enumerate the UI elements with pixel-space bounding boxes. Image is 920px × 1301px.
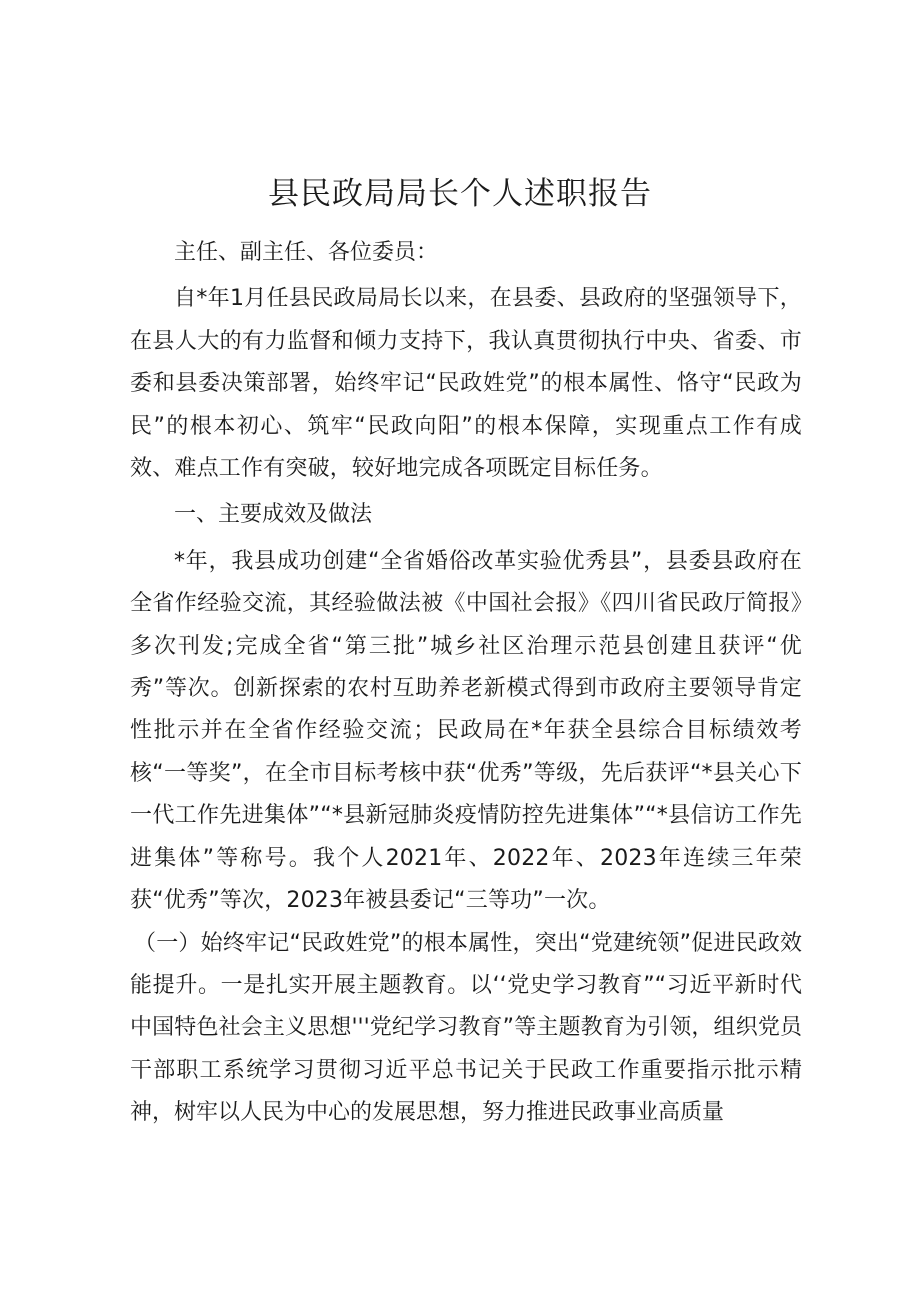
document-title: 县民政局局长个人述职报告 [268, 176, 652, 212]
subsection-paragraph: （一）始终牢记“民政姓党”的根本属性，突出“党建统领”促进民政效能提升。一是扎实开展主题教育。以‘‘党史学习教育”“习近平新时代中国特色社会主义思想'''党纪学习教育”等主题教育为引领，组织党员干部职工系统学习贯彻习近平总书记关于民政工作重要指示批示精神，树牢以人民为中心的发展思想，努力推进民政事业高质量 [130, 930, 802, 1126]
salutation: 主任、副主任、各位委员： [174, 240, 439, 265]
section-heading: 一、主要成效及做法 [174, 502, 373, 528]
document-body [130, 232, 802, 1135]
intro-paragraph: 自*年1月任县民政局局长以来，在县委、县政府的坚强领导下，在县人大的有力监督和倾力支持下，我认真贯彻执行中央、省委、市委和县委决策部署，始终牢记“民政姓党”的根本属性、恪守“民政为民”的根本初心、筑牢“民政向阳”的根本保障，实现重点工作有成效、难点工作有突破，较好地完成各项既定目标任务。 [130, 286, 802, 482]
achievements-paragraph: *年，我县成功创建“全省婚俗改革实验优秀县”，县委县政府在全省作经验交流，其经验做法被《中国社会报》《四川省民政厅简报》多次刊发;完成全省“第三批”城乡社区治理示范县创建且获评“优秀”等次。创新探索的农村互助养老新模式得到市政府主要领导肯定性批示并在全省作经验交流；民政局在*年获全县综合目标绩效考核“一等奖”，在全市目标考核中获“优秀”等级，先后获评“*县关心下一代工作先进集体”“*县新冠肺炎疫情防控先进集体”“*县信访工作先进集体”等称号。我个人2021年、2022年、2023年连续三年荣获“优秀”等次，2023年被县委记“三等功”一次。 [130, 548, 802, 914]
